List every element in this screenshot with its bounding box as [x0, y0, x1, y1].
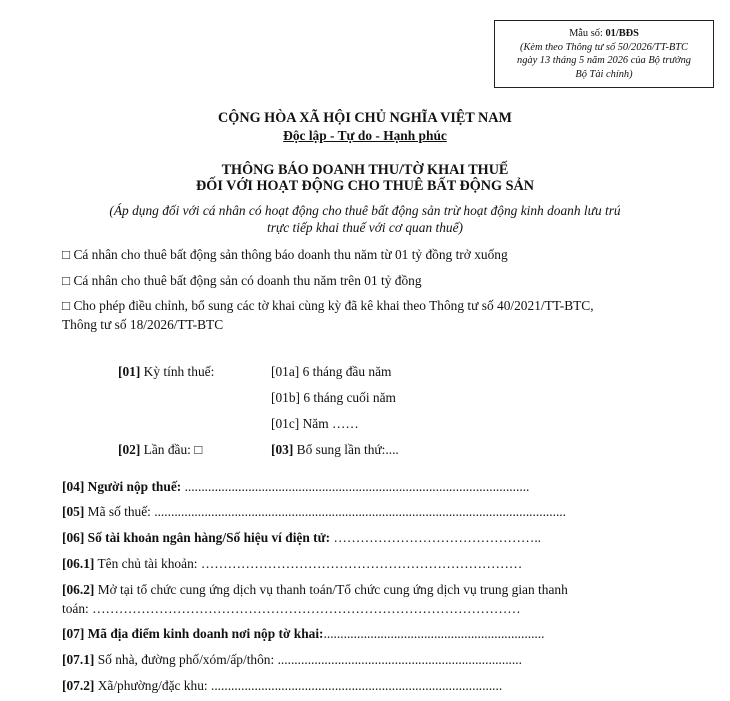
- field-07-2-ward[interactable]: [07.2] Xã/phường/đặc khu: .......................................................................................: [62, 678, 503, 693]
- option-adjust-continued: Thông tư số 18/2026/TT-BTC: [62, 317, 224, 332]
- field-07-business-location-code[interactable]: [07] Mã địa điểm kinh doanh nơi nộp tờ khai:..................................................................: [62, 626, 545, 641]
- field-06-2-continued[interactable]: toán: ……………………………………………………………………………………: [62, 601, 521, 616]
- form-number-label: Mẫu số:: [569, 28, 606, 39]
- option-adjust-supplement[interactable]: [62, 298, 594, 314]
- national-motto: Độc lập - Tự do - Hạnh phúc: [283, 128, 447, 143]
- option-label: Cá nhân cho thuê bất động sản có doanh thu năm trên 01 tỷ đồng: [73, 273, 422, 288]
- form-number: 01/BĐS: [605, 28, 639, 39]
- form-number-box: [494, 20, 714, 88]
- option-label: Cho phép điều chỉnh, bổ sung các tờ khai cùng kỳ đã kê khai theo Thông tư số 40/2021/TT-BTC,: [73, 298, 594, 313]
- field-03-supplement[interactable]: [03] Bổ sung lần thứ:....: [271, 442, 399, 457]
- field-06-1-account-holder[interactable]: [06.1] Tên chủ tài khoản: ………………………………………………………………: [62, 556, 523, 571]
- checkbox-icon[interactable]: □: [62, 247, 71, 262]
- option-revenue-over-1b[interactable]: [62, 273, 422, 289]
- doc-title-line-1: THÔNG BÁO DOANH THU/TỜ KHAI THUẾ: [221, 162, 509, 178]
- form-attach-line-2: ngày 13 tháng 5 năm 2026 của Bộ trưởng: [517, 55, 691, 66]
- form-attach-line-1: (Kèm theo Thông tư số 50/2026/TT-BTC: [520, 41, 688, 53]
- field-06-2-payment-provider[interactable]: [06.2] Mở tại tổ chức cung ứng dịch vụ thanh toán/Tổ chức cung ứng dịch vụ trung gian thanh: [62, 582, 568, 597]
- checkbox-icon[interactable]: □: [62, 273, 71, 288]
- doc-title-line-2: ĐỐI VỚI HOẠT ĐỘNG CHO THUÊ BẤT ĐỘNG SẢN: [196, 178, 534, 194]
- option-revenue-under-1b[interactable]: [62, 247, 508, 263]
- option-01c-year[interactable]: [01c] Năm ……: [271, 416, 359, 431]
- option-label: Cá nhân cho thuê bất động sản thông báo doanh thu năm từ 01 tỷ đồng trở xuống: [73, 247, 508, 262]
- form-attach-line-3: Bộ Tài chính): [575, 68, 633, 80]
- doc-subtitle-line-1: (Áp dụng đối với cá nhân có hoạt động cho thuê bất động sản trừ hoạt động kinh doanh lưu trú: [109, 203, 621, 218]
- national-title: CỘNG HÒA XÃ HỘI CHỦ NGHĨA VIỆT NAM: [218, 110, 512, 126]
- option-01b-second-half[interactable]: [01b] 6 tháng cuối năm: [271, 390, 396, 405]
- option-01a-first-half[interactable]: [01a] 6 tháng đầu năm: [271, 364, 392, 379]
- field-01-tax-period: [01] Kỳ tính thuế:: [118, 364, 215, 379]
- national-motto-wrap: [0, 128, 730, 144]
- doc-subtitle-line-2: trực tiếp khai thuế với cơ quan thuế): [267, 220, 463, 235]
- field-02-first-time[interactable]: [02] Lần đầu: □: [118, 442, 203, 457]
- field-04-taxpayer[interactable]: [04] Người nộp thuế: .......................................................................................................: [62, 479, 530, 494]
- form-number-line: [495, 27, 713, 41]
- field-05-tax-code[interactable]: [05] Mã số thuế: ...........................................................................................................................: [62, 504, 566, 519]
- field-07-1-street-address[interactable]: [07.1] Số nhà, đường phố/xóm/ấp/thôn: .........................................................................: [62, 652, 522, 667]
- checkbox-icon[interactable]: □: [62, 298, 71, 313]
- field-06-bank-account[interactable]: [06] Số tài khoản ngân hàng/Số hiệu ví điện tử: ………………………………………..: [62, 530, 542, 545]
